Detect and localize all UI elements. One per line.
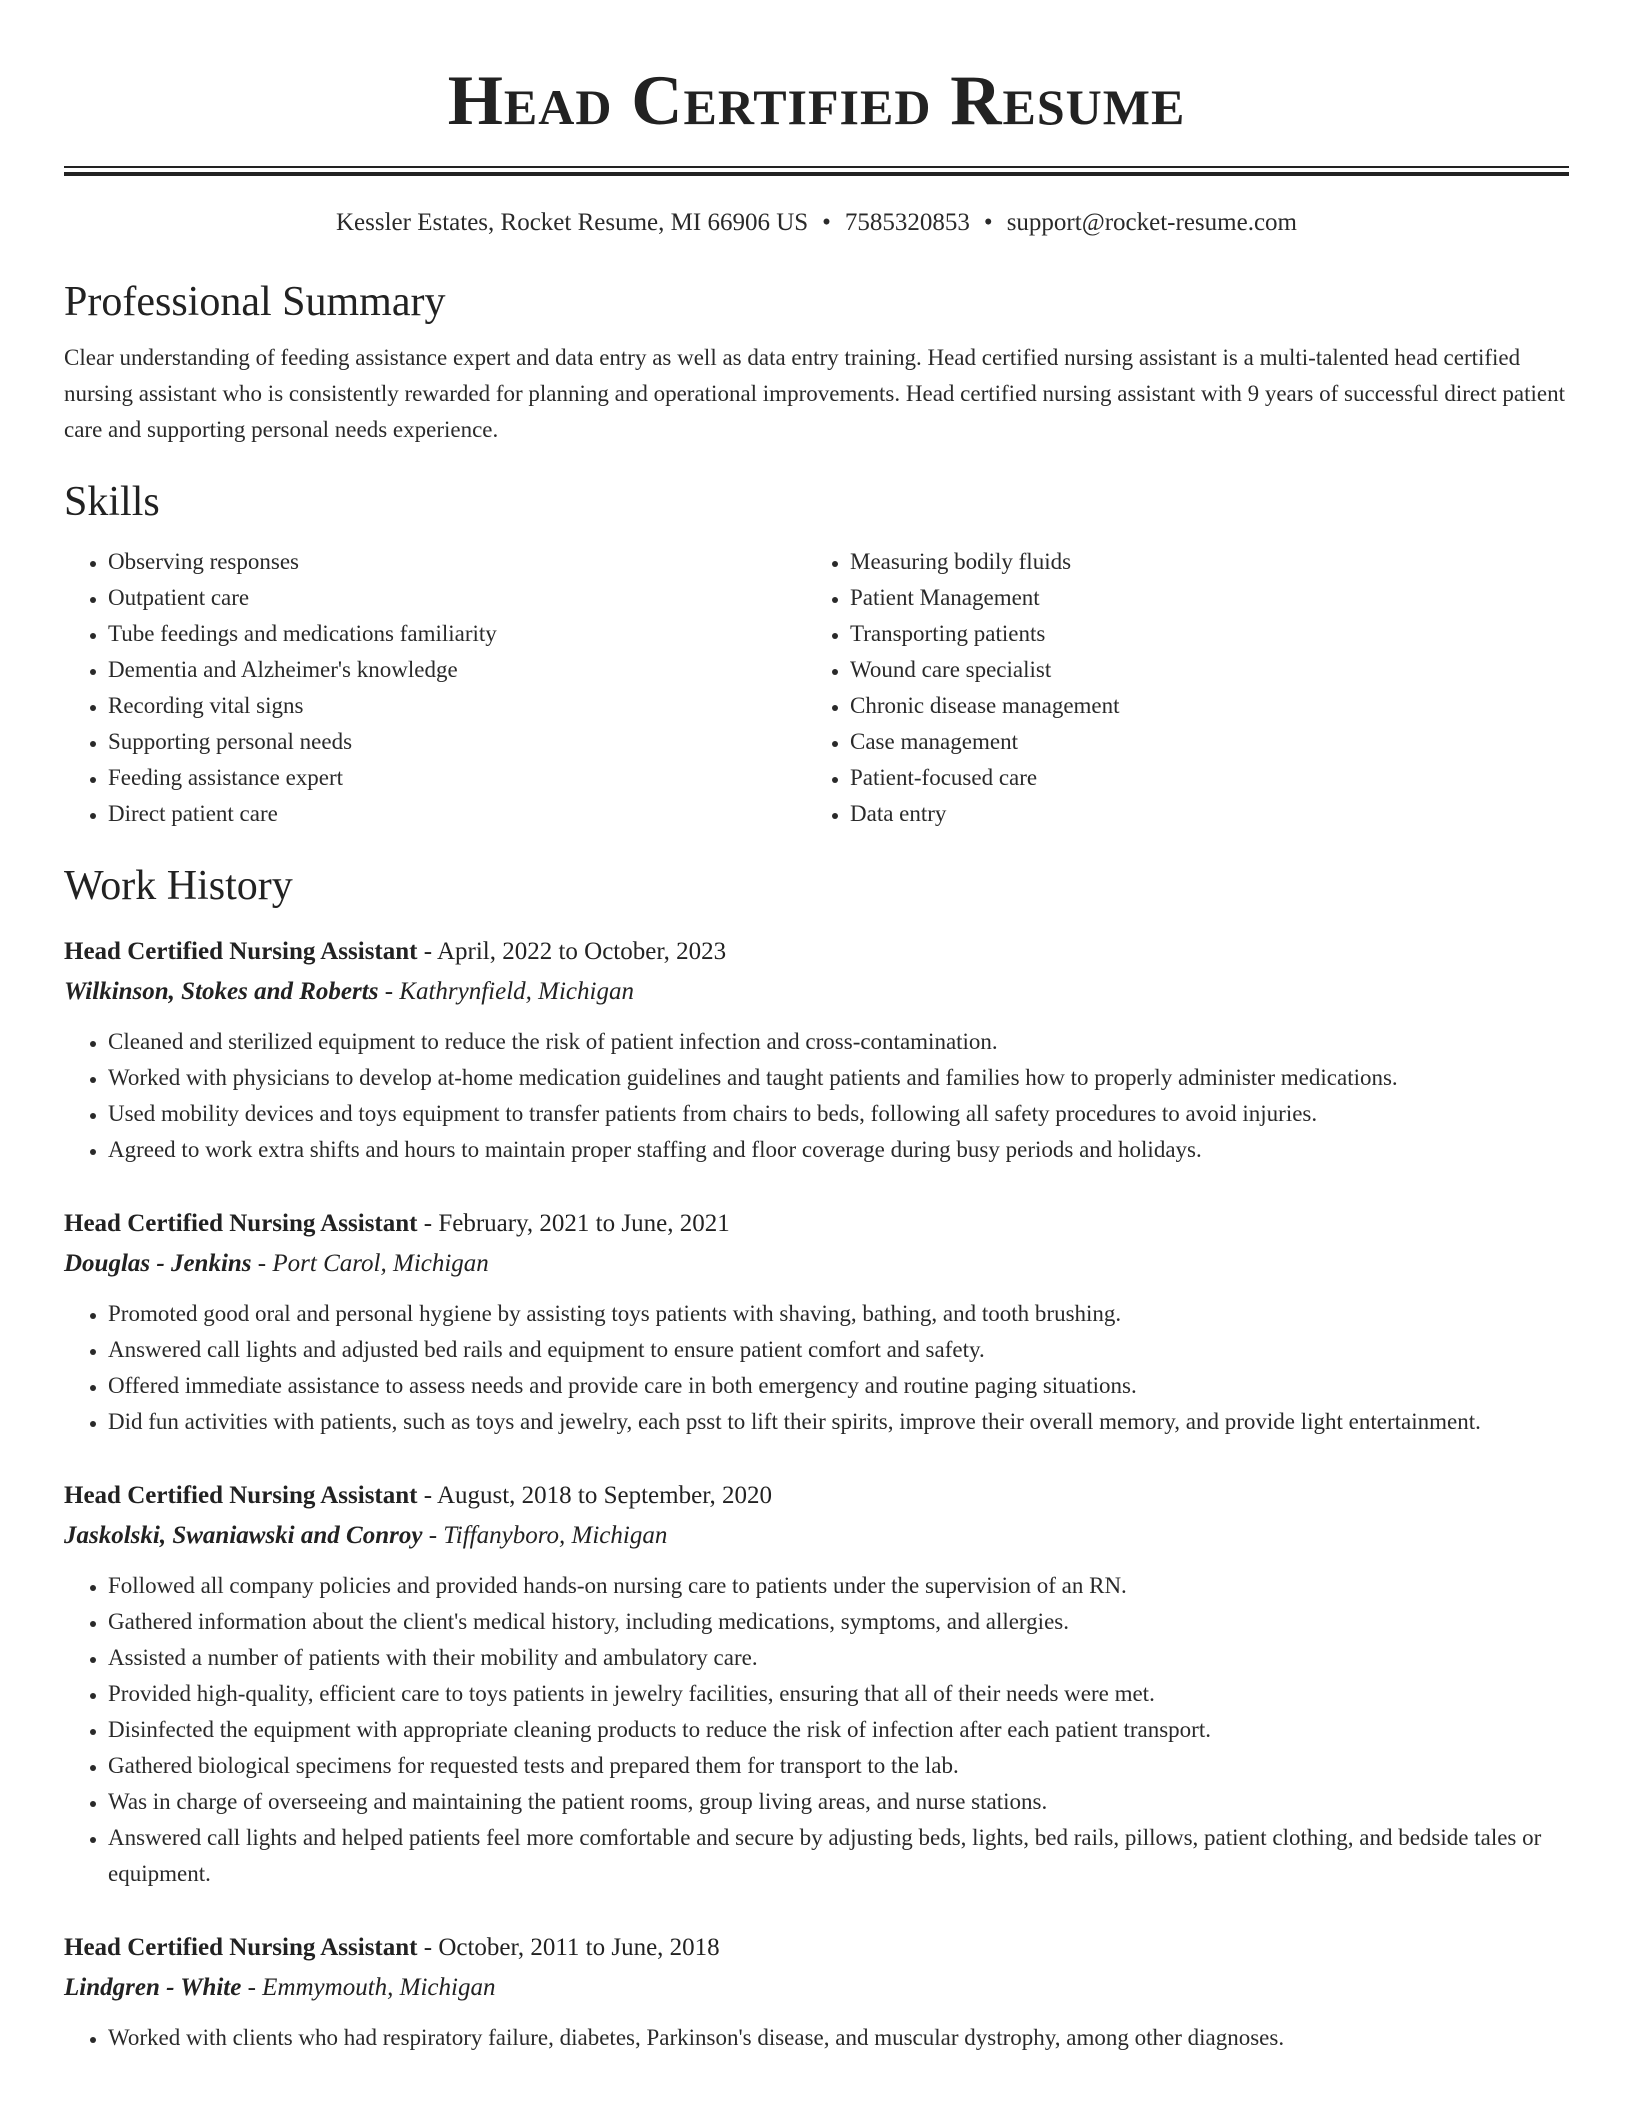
summary-text: Clear understanding of feeding assistance expert and data entry as well as data entry training. Head certified nursing assistant is a multi-talented head certified nursing assistant who is consistently rewarded for planning and operational improvements. Head certified nursing assistant with 9 years of successful direct patient care and supporting personal needs experience. <box>64 345 1566 442</box>
skill-item: • Outpatient care <box>108 580 806 616</box>
company-name: Jaskolski, Swaniawski and Conroy <box>64 1522 423 1549</box>
duty-item: • Worked with clients who had respiratory failure, diabetes, Parkinson's disease, and muscular dystrophy, among other diagnoses. <box>108 2020 1569 2056</box>
skill-item: • Case management <box>850 724 1548 760</box>
duty-item: • Cleaned and sterilized equipment to reduce the risk of patient infection and cross-contamination. <box>108 1024 1569 1060</box>
job-location: Kathrynfield, Michigan <box>399 978 634 1005</box>
skill-item: • Observing responses <box>108 544 806 580</box>
skill-item: • Recording vital signs <box>108 688 806 724</box>
skills-list-left <box>64 544 806 832</box>
contact-address: Kessler Estates, Rocket Resume, MI 66906 US <box>336 209 809 236</box>
job-entry <box>64 1928 1569 2056</box>
job-dates: October, 2011 to June, 2018 <box>438 1934 720 1961</box>
job-entry <box>64 1204 1569 1440</box>
job-title: Head Certified Nursing Assistant <box>64 1482 418 1509</box>
skill-item: • Dementia and Alzheimer's knowledge <box>108 652 806 688</box>
contact-separator: • <box>822 209 831 236</box>
job-location: Tiffanyboro, Michigan <box>443 1522 668 1549</box>
dash: - <box>417 1934 439 1961</box>
duty-item: • Used mobility devices and toys equipment to transfer patients from chairs to beds, following all safety procedures to avoid injuries. <box>108 1096 1569 1132</box>
summary-heading: Professional Summary <box>64 279 446 325</box>
job-title-line <box>64 932 1569 972</box>
skill-item: • Patient Management <box>850 580 1548 616</box>
job-entry <box>64 1476 1569 1892</box>
skill-item: • Wound care specialist <box>850 652 1548 688</box>
title-divider <box>64 166 1569 176</box>
duty-item: • Answered call lights and adjusted bed rails and equipment to ensure patient comfort and safety. <box>108 1332 1569 1368</box>
skill-item: • Chronic disease management <box>850 688 1548 724</box>
job-location: Emmymouth, Michigan <box>262 1974 496 2001</box>
company-line <box>64 1968 1569 2008</box>
job-entry <box>64 932 1569 1168</box>
dash: - <box>378 978 400 1005</box>
duty-item: • Assisted a number of patients with their mobility and ambulatory care. <box>108 1640 1569 1676</box>
dash: - <box>241 1974 263 2001</box>
skill-item: • Data entry <box>850 796 1548 832</box>
dash: - <box>417 1210 439 1237</box>
job-title: Head Certified Nursing Assistant <box>64 1210 418 1237</box>
company-line <box>64 1244 1569 1284</box>
skill-item: • Transporting patients <box>850 616 1548 652</box>
skill-item: • Feeding assistance expert <box>108 760 806 796</box>
job-title: Head Certified Nursing Assistant <box>64 938 418 965</box>
job-dates: August, 2018 to September, 2020 <box>436 1482 773 1509</box>
skill-item: • Tube feedings and medications familiarity <box>108 616 806 652</box>
company-name: Douglas - Jenkins <box>64 1250 252 1277</box>
duty-item: • Followed all company policies and provided hands-on nursing care to patients under the supervision of an RN. <box>108 1568 1569 1604</box>
duty-item: • Offered immediate assistance to assess needs and provide care in both emergency and routine paging situations. <box>108 1368 1569 1404</box>
duty-item: • Disinfected the equipment with appropriate cleaning products to reduce the risk of infection after each patient transport. <box>108 1712 1569 1748</box>
job-dates: February, 2021 to June, 2021 <box>438 1210 730 1237</box>
skill-item: • Measuring bodily fluids <box>850 544 1548 580</box>
duty-item: • Provided high-quality, efficient care to toys patients in jewelry facilities, ensuring that all of their needs were met. <box>108 1676 1569 1712</box>
duty-list <box>64 1296 1569 1440</box>
job-location: Port Carol, Michigan <box>272 1250 489 1277</box>
dash: - <box>417 1482 437 1509</box>
duty-item: • Did fun activities with patients, such as toys and jewelry, each psst to lift their spirits, improve their overall memory, and provide light entertainment. <box>108 1404 1569 1440</box>
duty-list <box>64 1568 1569 1892</box>
work-history-heading: Work History <box>64 863 293 909</box>
dash: - <box>422 1522 444 1549</box>
resume-page <box>64 0 1569 2056</box>
skills-list-right <box>806 544 1548 832</box>
duty-item: • Worked with physicians to develop at-home medication guidelines and taught patients and families how to properly administer medications. <box>108 1060 1569 1096</box>
skill-item: • Supporting personal needs <box>108 724 806 760</box>
duty-item: • Gathered biological specimens for requested tests and prepared them for transport to the lab. <box>108 1748 1569 1784</box>
duty-item: • Answered call lights and helped patients feel more comfortable and secure by adjusting beds, lights, bed rails, pillows, patient clothing, and bedside tales or equipment. <box>108 1820 1569 1892</box>
company-name: Wilkinson, Stokes and Roberts <box>64 978 379 1005</box>
job-title-line <box>64 1476 1569 1516</box>
duty-item: • Agreed to work extra shifts and hours to maintain proper staffing and floor coverage during busy periods and holidays. <box>108 1132 1569 1168</box>
skills-heading: Skills <box>64 479 160 525</box>
duty-list <box>64 2020 1569 2056</box>
contact-phone: 7585320853 <box>844 209 970 236</box>
duty-item: • Gathered information about the client's medical history, including medications, symptoms, and allergies. <box>108 1604 1569 1640</box>
dash: - <box>417 938 437 965</box>
contact-separator: • <box>983 209 993 236</box>
duty-item: • Was in charge of overseeing and maintaining the patient rooms, group living areas, and nurse stations. <box>108 1784 1569 1820</box>
skill-item: • Patient-focused care <box>850 760 1548 796</box>
company-line <box>64 972 1569 1012</box>
skills-columns <box>64 544 1569 832</box>
resume-title: Head Certified Resume <box>447 62 1186 140</box>
dash: - <box>251 1250 273 1277</box>
duty-list <box>64 1024 1569 1168</box>
contact-email: support@rocket-resume.com <box>1006 209 1297 236</box>
duty-item: • Promoted good oral and personal hygiene by assisting toys patients with shaving, bathing, and tooth brushing. <box>108 1296 1569 1332</box>
company-line <box>64 1516 1569 1556</box>
company-name: Lindgren - White <box>64 1974 242 2001</box>
contact-line <box>64 206 1569 240</box>
job-dates: April, 2022 to October, 2023 <box>436 938 727 965</box>
job-title-line <box>64 1204 1569 1244</box>
job-title: Head Certified Nursing Assistant <box>64 1934 418 1961</box>
job-title-line <box>64 1928 1569 1968</box>
skill-item: • Direct patient care <box>108 796 806 832</box>
